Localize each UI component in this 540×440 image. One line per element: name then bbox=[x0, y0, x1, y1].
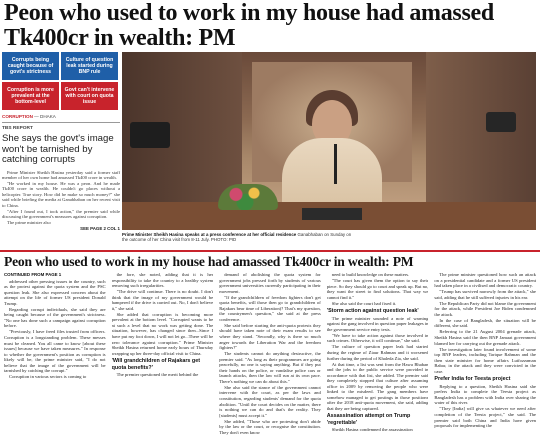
sidebar-column bbox=[2, 52, 120, 231]
body-paragraph: She also said the court had fixed it. bbox=[331, 300, 397, 306]
body-paragraph: Regarding corrupt individuals, she said they are being caught because of the government's strictness. "No one has done such a campaign against corruption before. bbox=[4, 306, 106, 329]
camera-shape bbox=[130, 122, 170, 148]
subheading: Assassination attempt on Trump 'regrettable' bbox=[326, 413, 411, 426]
section-name: CORRUPTION bbox=[2, 114, 33, 119]
photo-credit: PHOTO: PID bbox=[210, 237, 237, 243]
highlight-tile: Corrupts being caught because of govt's strictness bbox=[2, 52, 59, 80]
body-paragraph: need to build knowledge on these matters. bbox=[331, 272, 410, 277]
body-paragraph: The premier questioned the merit behind the bbox=[116, 372, 199, 378]
sidebar-deck: She says the govt's image won't be tarnished by catching corrupts bbox=[2, 133, 114, 165]
microphone-shape bbox=[334, 144, 337, 184]
body-paragraph: The prime minister also bbox=[7, 219, 51, 225]
body-paragraph: The prime minister questioned how such an attack on a presidential candidate and a former US president had taken place in a civilised and democratic country. bbox=[434, 272, 536, 289]
nameplate bbox=[302, 208, 362, 220]
body-paragraph: "The court has given them the option to say their piece. So they should go to court and speak up. But no, they want the street to find solutions. That way we cannot find it." bbox=[326, 278, 429, 300]
body-paragraph: "Previously, I have freed files trusted from officers. Corruption is a longstanding problem. These messes must be cleaned. You all came to know [about these issues] because we have taken measures." In response to whether the government's position as corruption is likely will be, the prime minister said, "I do not believe that the image of the government will be tarnished by catching the corrupt." bbox=[4, 329, 106, 374]
section-label bbox=[2, 114, 120, 119]
body-paragraph: She also said the stance of the government cannot intervene with the court, as per the laws and constitution, regarding students' demand for the quota abolition. "Until the court decides on the matter, there is nothing we can do and that's the reality. They [students] must accept it." bbox=[219, 384, 321, 418]
highlight-tile: Govt can't intervene with court on quota issue bbox=[61, 82, 118, 110]
body-paragraph: "The drive will continue. There is no doubt. I don't think that the image of my government would be hampered if the drive is carried out. No, I don't believe it," she said. bbox=[111, 289, 214, 311]
jump-reference: SEE PAGE 2 COL 1 bbox=[80, 226, 120, 232]
body-paragraph: Corruption in various sectors is coming to bbox=[9, 374, 87, 380]
body-paragraph: The investigation later found involvement of some top BNP leaders, including Tarique Rahman and the then state minister for home affairs Lutfozzaman Babar, in the attack and they were convicted in the case. bbox=[434, 346, 536, 374]
body-paragraph: Referring to the 21 August 2004 grenade attack, Sheikh Hasina said the then BNP Jamaat government blamed her for carrying out the grenade attack. bbox=[434, 329, 536, 346]
subheading: Prefer India for Teesta project bbox=[434, 376, 511, 383]
flower-arrangement bbox=[218, 184, 278, 210]
highlight-tile: Culture of question leak started during BNP rule bbox=[61, 52, 118, 80]
article-column bbox=[4, 272, 106, 438]
article-column bbox=[327, 272, 429, 438]
front-page-headline: Peon who used to work in my house had amassed Tk400cr in wealth: PM bbox=[4, 0, 494, 51]
body-paragraph: "If the grandchildren of freedom fighters don't get quota benefits, will those then go to grandchildren of Rajakars bear time of Liberation)? That's my question, the countrymen's question," she said at the press conference. bbox=[219, 294, 321, 322]
lead-photo bbox=[122, 52, 536, 230]
body-paragraph: She added that corruption is becoming more prevalent at the bottom level. "Corrupted wants to be at such a level that no work was getting done. The situation, however, has changed since then...Since I have put my foot down, I will not let go...There will be zero tolerance against corruption." Prime Minister Sheikh Hasina returned home early hours of Thursday wrapping up her three-day official visit to China. bbox=[111, 311, 214, 356]
camera-shape bbox=[486, 112, 516, 132]
body-paragraph: "Trump has survived narrowly from the attack," she said, adding that he still suffered injuries in his ear. bbox=[434, 289, 536, 300]
body-paragraph: demand of abolishing the quota system for government jobs pressed forth by students of various government universities currently participating in their movement. bbox=[219, 272, 321, 294]
caption-lead: Prime Minister Sheikh Hasina speaks at a press conference at her official residence bbox=[122, 232, 297, 237]
page-divider bbox=[0, 250, 540, 252]
body-paragraph: She added, "Those who are protesting don't abide by the law or the court, or recognise the constitution. They don't even know bbox=[219, 418, 321, 435]
body-paragraph: The culture of question paper leak had started during the regime of Ziaur Rahman and it worsened further during the period of Khaleda Zia, she said. bbox=[326, 344, 429, 361]
body-paragraph: "After I found out, I took action," the premier said while discussing the government's measures against corruption. bbox=[2, 208, 120, 220]
article-column bbox=[112, 272, 214, 438]
article-column bbox=[434, 272, 536, 438]
body-paragraph: "We have to take action against those involved in such crimes. Otherwise, it will continue," she said. bbox=[326, 332, 429, 344]
sidebar-divider bbox=[2, 122, 120, 123]
body-paragraph: Prime Minister Sheikh Hasina yesterday said a former staff member of her own home had amassed Tk400 crore in wealth. bbox=[2, 169, 120, 181]
continued-label: CONTINUED FROM PAGE 1 bbox=[4, 272, 62, 277]
article-columns bbox=[4, 272, 536, 438]
sidebar-body bbox=[2, 170, 120, 226]
byline: TBS REPORT bbox=[2, 126, 33, 131]
body-paragraph: addressed other pressing issues in the country, such as the protest against the quota system and the PSC question leak. She also expressed concern about the attempt on the life of former US president Donald Trump. bbox=[4, 278, 106, 306]
body-paragraph: "They [India] will give us whatever we need after completion of the Teesta project," she said. The premier said both China and India have given proposals for implementing the bbox=[434, 406, 536, 429]
photo-caption bbox=[122, 232, 354, 243]
section-city: DHAKA bbox=[40, 114, 56, 119]
section-separator: — bbox=[34, 114, 41, 119]
body-paragraph: "He worked in my house. He was a peon. And he made Tk400 crore in wealth. He couldn't go places without a helicopter. True story. How did he make so much money?" she said while briefing the media at Ganabhaban on her recent visit to China. bbox=[2, 180, 120, 209]
body-paragraph: the fore, she noted, adding that it is her responsibility to take the country to a healthy system removing such irregularities. bbox=[111, 272, 214, 289]
body-paragraph: Replying to a question, Sheikh Hasina said she prefers India to complete the Teesta project as Bangladesh has a problem with India over sharing the water of this river. bbox=[434, 383, 536, 406]
body-paragraph: The Republican Party did not blame the government for the attack, while President Joe Biden condemned the attack. bbox=[434, 300, 536, 317]
subheading: 'Storm action against question leak' bbox=[326, 308, 419, 315]
highlight-tiles bbox=[2, 52, 120, 110]
caption-text: Ganabhaban on Sunday on the outcome of her China visit from 8-11 July. bbox=[122, 232, 352, 243]
body-paragraph: At that time, a list was sent from the Hawa Bhaban and the jobs to the public service were provided in accordance with that list, she added. The premier said they completely stopped that culture after assuming office in 2009 by removing the people who were linked to the misdeed. The gang members have somehow managed to get postings in those positions after the 2018 anti-quota movement, she said, adding that they are being captured. bbox=[326, 361, 429, 411]
article-column bbox=[219, 272, 321, 438]
body-paragraph: Sheikh Hasina condemned the assassination bbox=[331, 427, 413, 433]
body-paragraph: In the case of Bangladesh, the situation will be different, she said. bbox=[434, 317, 536, 329]
subheading: 'Will grandchildren of Rajakars get quota benefits?' bbox=[111, 358, 200, 371]
highlight-tile: Corruption is more prevalent at the bottom-level bbox=[2, 82, 59, 110]
body-paragraph: The students cannot do anything destructive, the premier said. "As long as their programmes are going peacefully, no one is saying anything. But if they put their hands on the police, or vandalise police cars or launch attacks, then the law will run at its own pace. There's nothing we can do about this." bbox=[219, 351, 321, 384]
body-paragraph: The prime minister sounded a note of warning against the gang involved in question paper leakages in the government service entry tests. bbox=[326, 315, 429, 332]
continuation-headline: Peon who used to work in my house had amassed Tk400cr in wealth: PM bbox=[4, 254, 414, 269]
body-paragraph: She said before starting the anti-quota protests they should have taken note of their exam results to see where they stand. "Secondly, why is there so much anger towards the Liberation War and the freedom fighters?" bbox=[219, 322, 321, 351]
